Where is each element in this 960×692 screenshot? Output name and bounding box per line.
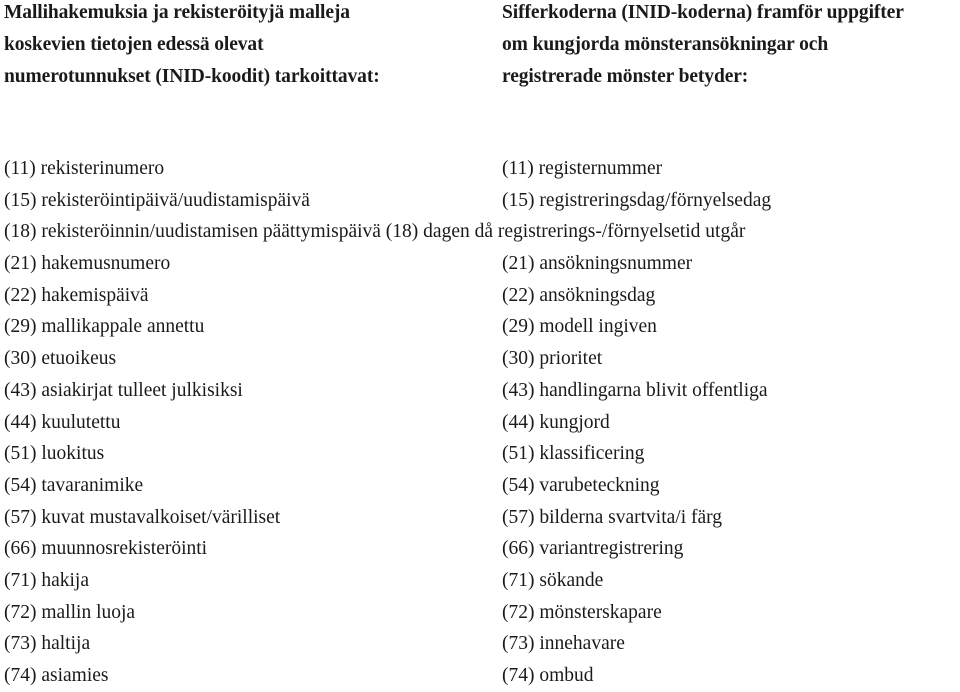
inid-row: [0, 280, 960, 312]
finnish-heading: [4, 0, 474, 93]
swedish-term: (30) prioritet: [502, 348, 603, 370]
swedish-term: (66) variantregistrering: [502, 538, 684, 560]
swedish-term: (11) registernummer: [502, 158, 663, 179]
swedish-heading: [502, 0, 960, 93]
swedish-term: (29) modell ingiven: [502, 316, 657, 338]
swedish-heading-line: registrerade mönster betyder:: [502, 66, 749, 87]
inid-row: [0, 628, 960, 660]
inid-row: [0, 597, 960, 629]
finnish-heading-line: koskevien tietojen edessä olevat: [4, 34, 264, 55]
finnish-term: (54) tavaranimike: [4, 474, 144, 496]
finnish-term: (11) rekisterinumero: [4, 158, 165, 179]
swedish-term: (22) ansökningsdag: [502, 284, 656, 306]
finnish-term: (43) asiakirjat tulleet julkisiksi: [4, 379, 243, 401]
inid-row: [0, 438, 960, 470]
finnish-term: (15) rekisteröintipäivä/uudistamispäivä: [4, 189, 310, 211]
finnish-term: (74) asiamies: [4, 665, 109, 686]
inid-row-inline: [4, 216, 745, 248]
swedish-term: (57) bilderna svartvita/i färg: [502, 506, 723, 528]
swedish-heading-line: Sifferkoderna (INID-koderna) framför uppgifter: [502, 2, 904, 23]
swedish-term: (15) registreringsdag/förnyelsedag: [502, 189, 772, 211]
inid-row: [0, 533, 960, 565]
inid-row: [0, 565, 960, 597]
inid-row: [0, 311, 960, 343]
swedish-term: (51) klassificering: [502, 443, 645, 465]
swedish-term: (73) innehavare: [502, 633, 625, 655]
finnish-term: (72) mallin luoja: [4, 601, 136, 623]
swedish-term: (71) sökande: [502, 569, 604, 591]
swedish-term: (18) dagen då registrerings-/förnyelsetid utgår: [385, 221, 746, 243]
finnish-term: (71) hakija: [4, 569, 90, 591]
finnish-term: (29) mallikappale annettu: [4, 316, 205, 338]
finnish-heading-line: numerotunnukset (INID-koodit) tarkoittavat:: [4, 66, 380, 87]
finnish-term: (51) luokitus: [4, 443, 105, 465]
inid-row: [0, 470, 960, 502]
finnish-term: (22) hakemispäivä: [4, 284, 149, 306]
finnish-term: (30) etuoikeus: [4, 348, 117, 370]
inid-row: [0, 185, 960, 217]
inid-row: [0, 343, 960, 375]
swedish-term: (44) kungjord: [502, 411, 610, 433]
swedish-heading-line: om kungjorda mönsteransökningar och: [502, 34, 829, 55]
finnish-term: (66) muunnosrekisteröinti: [4, 538, 208, 560]
swedish-term: (74) ombud: [502, 665, 594, 686]
finnish-term: (21) hakemusnumero: [4, 253, 171, 275]
swedish-term: (54) varubeteckning: [502, 474, 660, 496]
inid-code-list: [0, 153, 960, 692]
inid-row: [0, 502, 960, 534]
inid-row: [0, 248, 960, 280]
finnish-term: (44) kuulutettu: [4, 411, 121, 433]
inid-row: [0, 153, 960, 185]
swedish-term: (72) mönsterskapare: [502, 601, 662, 623]
finnish-term: (57) kuvat mustavalkoiset/värilliset: [4, 506, 281, 528]
finnish-heading-line: Mallihakemuksia ja rekisteröityjä malleja: [4, 2, 350, 23]
finnish-term: (18) rekisteröinnin/uudistamisen päättymispäivä: [4, 221, 381, 243]
finnish-term: (73) haltija: [4, 633, 91, 655]
inid-row: [0, 407, 960, 439]
inid-row: [0, 375, 960, 407]
inid-row: [0, 660, 960, 692]
inid-row: [0, 216, 960, 248]
swedish-term: (21) ansökningsnummer: [502, 253, 693, 275]
swedish-term: (43) handlingarna blivit offentliga: [502, 379, 768, 401]
